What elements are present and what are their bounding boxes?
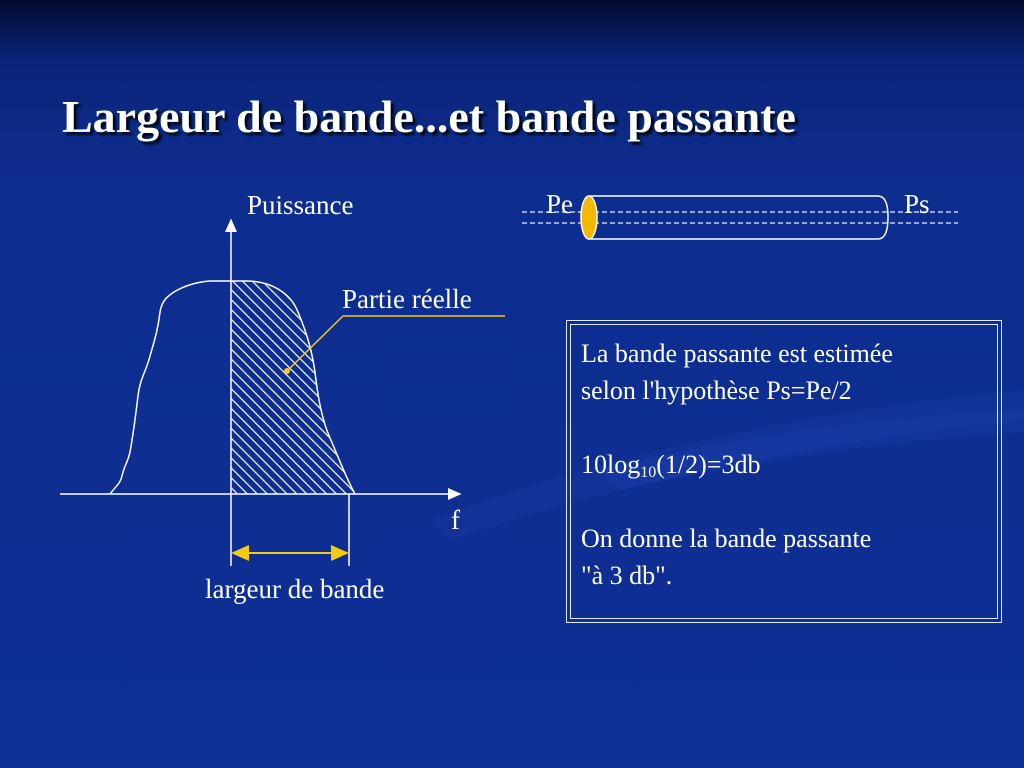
input-power-label: Pe (546, 189, 573, 219)
hatched-region (231, 281, 355, 494)
bandwidth-label: largeur de bande (205, 574, 385, 604)
formula-subscript: 10 (640, 464, 657, 481)
info-line-5: "à 3 db". (581, 561, 673, 590)
callout-line (287, 316, 505, 371)
tube-body (589, 196, 888, 239)
info-line-4: On donne la bande passante (581, 524, 872, 553)
x-axis-label: f (451, 505, 460, 535)
slide-title: Largeur de bande...et bande passante (62, 91, 796, 142)
formula-prefix: 10log (581, 450, 641, 479)
callout-dot (284, 368, 290, 374)
y-axis-label: Puissance (247, 190, 354, 220)
formula-suffix: (1/2)=3db (656, 450, 761, 479)
info-formula (581, 446, 997, 483)
hatched-region-label: Partie réelle (342, 284, 472, 314)
info-box (566, 320, 1002, 623)
output-power-label: Ps (904, 189, 930, 219)
info-line-1: La bande passante est estimée (581, 339, 893, 368)
tube-opening (581, 196, 597, 239)
info-line-2: selon l'hypothèse Ps=Pe/2 (581, 376, 852, 405)
